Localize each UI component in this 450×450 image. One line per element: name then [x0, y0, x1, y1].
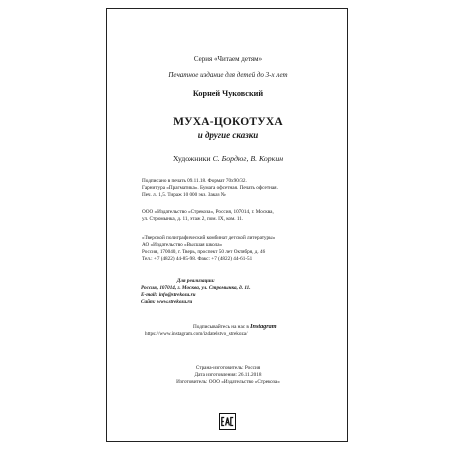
artists-line: [107, 154, 349, 163]
sales-site: Сайт: www.strekoza.ru: [141, 298, 193, 305]
book-subtitle: и другие сказки: [197, 130, 259, 140]
printer-line: АО «Издательство «Высшая школа»: [142, 241, 223, 248]
series-line: Серия «Читаем детям»: [193, 55, 263, 63]
manufacturer-info: [107, 365, 349, 386]
publisher-line: ООО «Издательство «Стрекоза», Россия, 107014, г. Москва,: [142, 209, 274, 215]
author-name: Корней Чуковский: [192, 89, 264, 98]
sales-line: Россия, 107014, г. Москва, ул. Стромынка, д. 11.: [141, 284, 251, 291]
print-info-line: Гарнитура «Прагматика». Бумага офсетная. Печать офсетная.: [142, 184, 278, 191]
artists-label: Художники: [172, 154, 211, 163]
printer-line: Тел.: +7 (4822) 44-85-98. Факс: +7 (4822) 44-61-51: [142, 255, 253, 262]
manufacturer-line: Изготовитель: ООО «Издательство «Стрекоза»: [176, 378, 280, 385]
instagram-logo: Instagram: [250, 323, 277, 330]
sales-heading: Для реализации:: [176, 278, 215, 284]
book-page: [106, 8, 348, 442]
social-info: [145, 324, 277, 338]
artists-names: С. Бордюг, В. Коркин: [212, 154, 284, 163]
manufacturer-line: Дата изготовления: 26.11.2018: [194, 371, 262, 378]
print-info: [142, 178, 278, 199]
social-url: https://www.instagram.com/izdatelstvo_strekoza/: [145, 330, 248, 337]
sales-info: [141, 278, 251, 306]
eac-certification-icon: [219, 413, 236, 430]
book-title: МУХА-ЦОКОТУХА: [173, 116, 283, 128]
manufacturer-line: Страна-изготовитель: Россия: [195, 365, 261, 371]
printer-line: Россия, 170040, г. Тверь, проспект 50 лет Октября, д. 46: [142, 248, 266, 255]
print-info-line: Печ. л. 1,5. Тираж 10 000 экз. Заказ №: [142, 191, 226, 198]
age-note: Печатное издание для детей до 3-х лет: [168, 71, 288, 79]
social-prefix: Подписывайтесь на нас в: [193, 324, 249, 330]
printer-info: [142, 235, 275, 263]
print-info-line: Подписано в печать 09.11.18. Формат 70х90/32.: [142, 178, 247, 184]
printer-line: «Тверской полиграфический комбинат детской литературы»: [142, 235, 276, 241]
sales-email: E-mail: info@strekoza.ru: [141, 291, 196, 298]
publisher-line: ул. Стромынка, д. 11, этаж 2, пом. IX, ком. 11.: [142, 215, 244, 222]
publisher-info: [142, 209, 274, 223]
